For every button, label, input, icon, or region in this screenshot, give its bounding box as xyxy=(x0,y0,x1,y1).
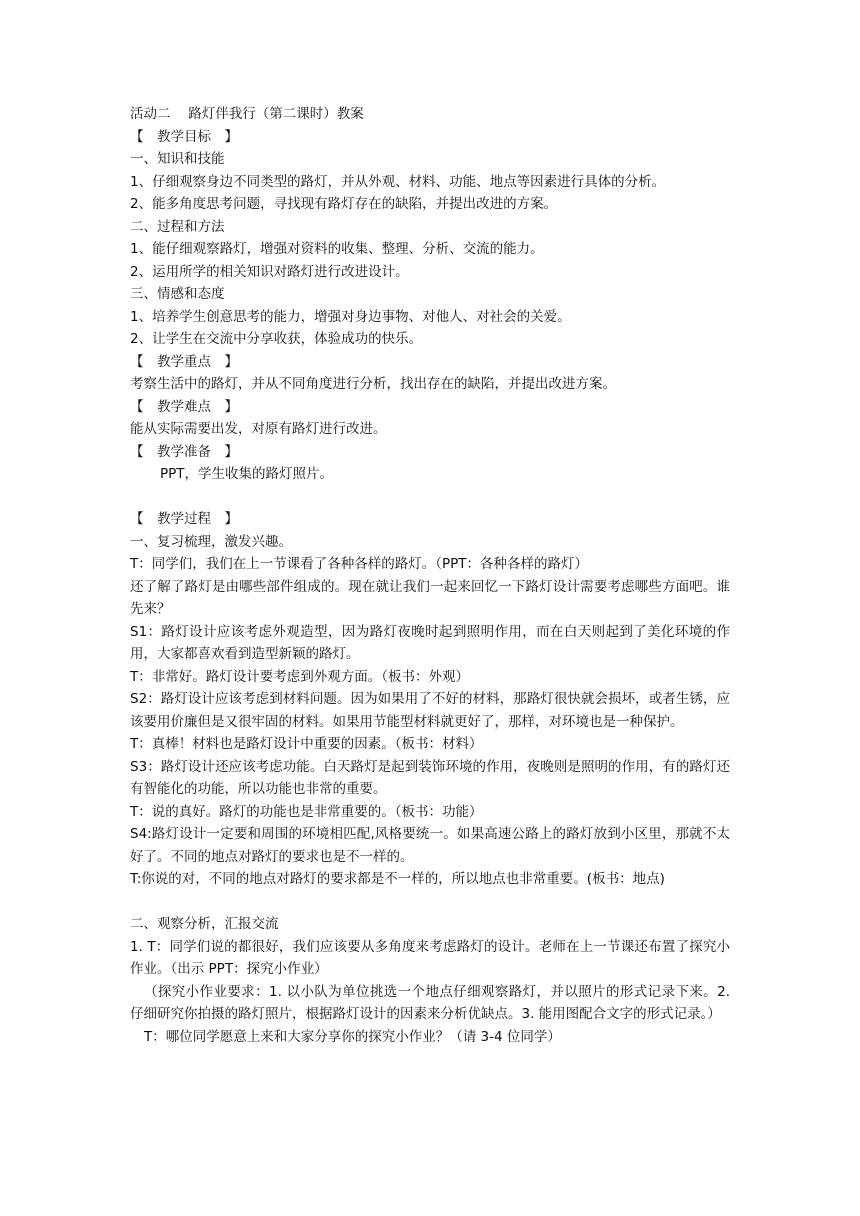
section1-heading: 一、知识和技能 xyxy=(130,151,225,167)
process-heading: 【 教学过程 】 xyxy=(130,511,238,527)
part2-paragraph: （探究小作业要求：1. 以小队为单位挑选一个地点仔细观察路灯，并以照片的形式记录下来。2. 仔细研究你拍摄的路灯照片，根据路灯设计的因素来分析优缺点。3. 能用图配合文字的形式记录。） xyxy=(130,983,730,1022)
document-title: 活动二 路灯伴我行（第二课时）教案 xyxy=(130,106,364,122)
dialogue-line: 还了解了路灯是由哪些部件组成的。现在就让我们一起来回忆一下路灯设计需要考虑哪些方面吧。谁先来？ xyxy=(130,578,730,617)
part2-heading: 二、观察分析，汇报交流 xyxy=(130,916,279,932)
dialogue-line: S1：路灯设计应该考虑外观造型，因为路灯夜晚时起到照明作用，而在白天则起到了美化环境的作用，大家都喜欢看到造型新颖的路灯。 xyxy=(130,623,730,662)
lesson-plan-document xyxy=(130,103,730,1048)
difficulties-text: 能从实际需要出发，对原有路灯进行改进。 xyxy=(130,421,387,437)
section3-item: 1、培养学生创意思考的能力，增强对身边事物、对他人、对社会的关爱。 xyxy=(130,308,571,325)
part1-heading: 一、复习梳理，激发兴趣。 xyxy=(130,533,292,550)
dialogue-line: S4:路灯设计一定要和周围的环境相匹配,风格要统一。如果高速公路上的路灯放到小区里，那就不太好了。不同的地点对路灯的要求也是不一样的。 xyxy=(130,826,730,865)
difficulties-heading: 【 教学难点 】 xyxy=(130,398,238,415)
dialogue-line: T：真棒！材料也是路灯设计中重要的因素。（板书：材料） xyxy=(130,736,483,752)
dialogue-line: T：同学们，我们在上一节课看了各种各样的路灯。（PPT：各种各样的路灯） xyxy=(130,556,589,572)
section2-heading: 二、过程和方法 xyxy=(130,218,225,235)
section2-item: 1、能仔细观察路灯，增强对资料的收集、整理、分析、交流的能力。 xyxy=(130,241,544,257)
key-points-text: 考察生活中的路灯，并从不同角度进行分析，找出存在的缺陷，并提出改进方案。 xyxy=(130,376,616,392)
section1-item: 1、仔细观察身边不同类型的路灯，并从外观、材料、功能、地点等因素进行具体的分析。 xyxy=(130,173,666,190)
section2-item: 2、运用所学的相关知识对路灯进行改进设计。 xyxy=(130,263,409,280)
dialogue-line: S3：路灯设计还应该考虑功能。白天路灯是起到装饰环境的作用，夜晚则是照明的作用，有的路灯还有智能化的功能，所以功能也非常的重要。 xyxy=(130,758,730,797)
dialogue-line: T：说的真好。路灯的功能也是非常重要的。（板书：功能） xyxy=(130,803,483,820)
section3-heading: 三、情感和态度 xyxy=(130,286,225,302)
dialogue-line: T：非常好。路灯设计要考虑到外观方面。（板书：外观） xyxy=(130,668,469,685)
preparation-heading: 【 教学准备 】 xyxy=(130,443,238,460)
spacer xyxy=(130,891,730,914)
section1-item: 2、能多角度思考问题，寻找现有路灯存在的缺陷，并提出改进的方案。 xyxy=(130,196,558,212)
preparation-text: PPT，学生收集的路灯照片。 xyxy=(160,466,334,482)
objectives-heading: 【 教学目标 】 xyxy=(130,128,238,145)
spacer xyxy=(130,486,730,509)
key-points-heading: 【 教学重点 】 xyxy=(130,353,238,370)
dialogue-line: T:你说的对，不同的地点对路灯的要求都是不一样的，所以地点也非常重要。(板书：地点) xyxy=(130,871,665,887)
part2-paragraph: 1. T：同学们说的都很好，我们应该要从多角度来考虑路灯的设计。老师在上一节课还布置了探究小作业。（出示 PPT：探究小作业） xyxy=(130,938,730,977)
section3-item: 2、让学生在交流中分享收获，体验成功的快乐。 xyxy=(130,331,423,347)
dialogue-line: S2：路灯设计应该考虑到材料问题。因为如果用了不好的材料，那路灯很快就会损坏，或者生锈，应该要用价廉但是又很牢固的材料。如果用节能型材料就更好了，那样，对环境也是一种保护。 xyxy=(130,691,730,730)
part2-paragraph: T：哪位同学愿意上来和大家分享你的探究小作业？（请 3-4 位同学） xyxy=(144,1028,561,1045)
